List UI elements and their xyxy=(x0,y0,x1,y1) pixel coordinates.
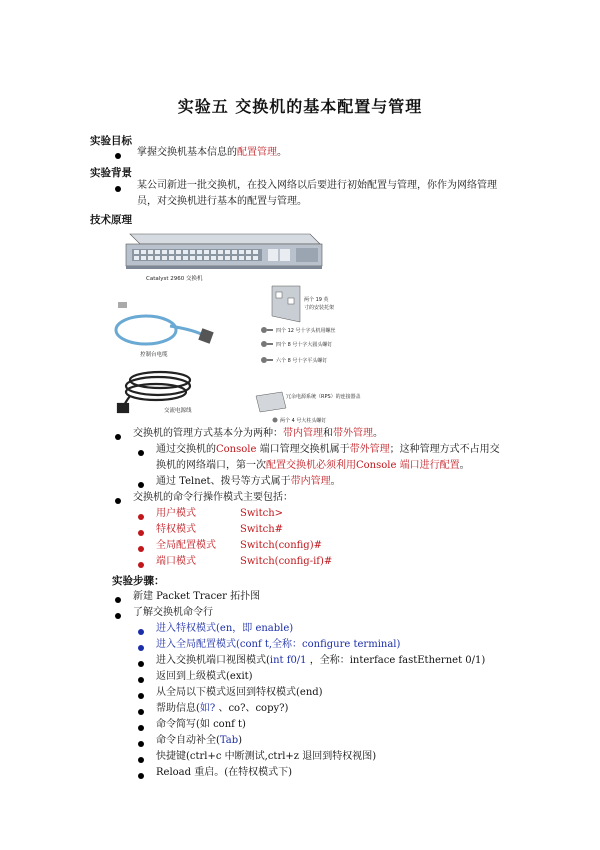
svg-text:控制台电缆: 控制台电缆 xyxy=(140,352,168,358)
mode-prompt: Switch(config)# xyxy=(240,540,322,551)
steps-heading: 实验步骤： xyxy=(112,575,165,587)
bullet-icon xyxy=(115,498,121,504)
rack-bracket-icon xyxy=(272,286,300,322)
svg-text:两个 4 号大柱头螺钉: 两个 4 号大柱头螺钉 xyxy=(280,418,327,424)
command-exit: 返回到上级模式(exit) xyxy=(156,671,253,682)
bullet-icon xyxy=(115,434,121,440)
svg-text:四个 8 号十字大圆头螺钉: 四个 8 号十字大圆头螺钉 xyxy=(276,342,333,348)
bullet-icon xyxy=(138,677,144,683)
svg-text:两个 19 英: 两个 19 英 xyxy=(304,297,329,303)
manage-line-2: 通过交换机的Console 端口管理交换机属于带外管理；这种管理方式不占用交 xyxy=(156,444,500,455)
manage-line-5: 交换机的命令行操作模式主要包括： xyxy=(133,492,293,503)
command-abbrev: 命令简写(如 conf t) xyxy=(156,719,246,730)
mode-name: 全局配置模式 xyxy=(156,540,216,551)
console-cable-icon xyxy=(116,302,214,344)
svg-text:六个 8 号十字平头螺钉: 六个 8 号十字平头螺钉 xyxy=(276,358,328,364)
svg-text:Catalyst 2960 交换机: Catalyst 2960 交换机 xyxy=(146,276,203,282)
mode-name: 端口模式 xyxy=(156,556,196,567)
page-title: 实验五 交换机的基本配置与管理 xyxy=(177,97,423,116)
command-interface: 进入交换机端口视图模式(int f0/1 ，全称：interface fastEthernet 0/1) xyxy=(156,655,486,666)
background-line-2: 员，对交换机进行基本的配置与管理。 xyxy=(137,196,307,207)
mode-prompt: Switch# xyxy=(240,524,284,535)
mode-prompt: Switch> xyxy=(240,508,284,519)
svg-text:四个 12 号十字头机用螺丝: 四个 12 号十字头机用螺丝 xyxy=(276,328,336,334)
switch-icon xyxy=(126,234,322,269)
background-line-1: 某公司新进一批交换机，在投入网络以后要进行初始配置与管理，你作为网络管理 xyxy=(137,180,497,191)
bullet-icon xyxy=(138,773,144,779)
command-autocomplete: 命令自动补全(Tab) xyxy=(156,735,243,746)
bullet-icon xyxy=(115,613,121,619)
command-end: 从全局以下模式返回到特权模式(end) xyxy=(156,687,323,698)
command-reload: Reload 重启。(在特权模式下) xyxy=(156,767,293,778)
svg-text:冗余电源系统（RPS）的连接器盖: 冗余电源系统（RPS）的连接器盖 xyxy=(286,394,361,400)
screw-icon xyxy=(261,327,273,363)
command-enable: 进入特权模式(en，即 enable) xyxy=(156,623,294,634)
bullet-icon xyxy=(138,562,144,568)
bullet-icon xyxy=(138,757,144,763)
manage-line-3: 换机的网络端口，第一次配置交换机必须利用Console 端口进行配置。 xyxy=(156,460,470,471)
bullet-icon xyxy=(138,661,144,667)
manage-line-1: 交换机的管理方式基本分为两种：带内管理和带外管理。 xyxy=(133,428,383,439)
manage-line-4: 通过 Telnet、拨号等方式属于带内管理。 xyxy=(156,476,341,487)
bullet-icon xyxy=(138,709,144,715)
power-cable-icon xyxy=(118,372,190,412)
bullet-icon xyxy=(138,514,144,520)
command-help: 帮助信息(如? 、co?、copy?) xyxy=(156,703,289,714)
goal-heading: 实验目标 xyxy=(90,135,132,147)
svg-text:寸的安装托架: 寸的安装托架 xyxy=(304,305,335,311)
background-heading: 实验背景 xyxy=(90,167,132,179)
pillar-screw-icon xyxy=(273,418,278,423)
bullet-icon xyxy=(115,153,121,159)
rps-cover-icon xyxy=(256,392,286,412)
goal-text: 掌握交换机基本信息的配置管理。 xyxy=(137,147,287,158)
bullet-icon xyxy=(138,645,144,651)
mode-name: 特权模式 xyxy=(156,524,196,535)
svg-text:交流电源线: 交流电源线 xyxy=(164,408,192,414)
bullet-icon xyxy=(138,530,144,536)
bullet-icon xyxy=(138,629,144,635)
mode-prompt: Switch(config-if)# xyxy=(240,556,333,567)
bullet-icon xyxy=(138,693,144,699)
mode-name: 用户模式 xyxy=(156,508,196,519)
equipment-figure xyxy=(110,226,370,430)
bullet-icon xyxy=(138,725,144,731)
step-2: 了解交换机命令行 xyxy=(133,607,213,618)
step-1: 新建 Packet Tracer 拓扑图 xyxy=(133,591,261,602)
bullet-icon xyxy=(115,186,121,192)
bullet-icon xyxy=(115,597,121,603)
principle-heading: 技术原理 xyxy=(90,214,132,226)
bullet-icon xyxy=(138,450,144,456)
bullet-icon xyxy=(138,482,144,488)
command-shortcuts: 快捷键(ctrl+c 中断测试,ctrl+z 退回到特权视图) xyxy=(156,751,377,762)
bullet-icon xyxy=(138,546,144,552)
bullet-icon xyxy=(138,741,144,747)
command-conf-t: 进入全局配置模式(conf t,全称：configure terminal) xyxy=(156,639,401,650)
